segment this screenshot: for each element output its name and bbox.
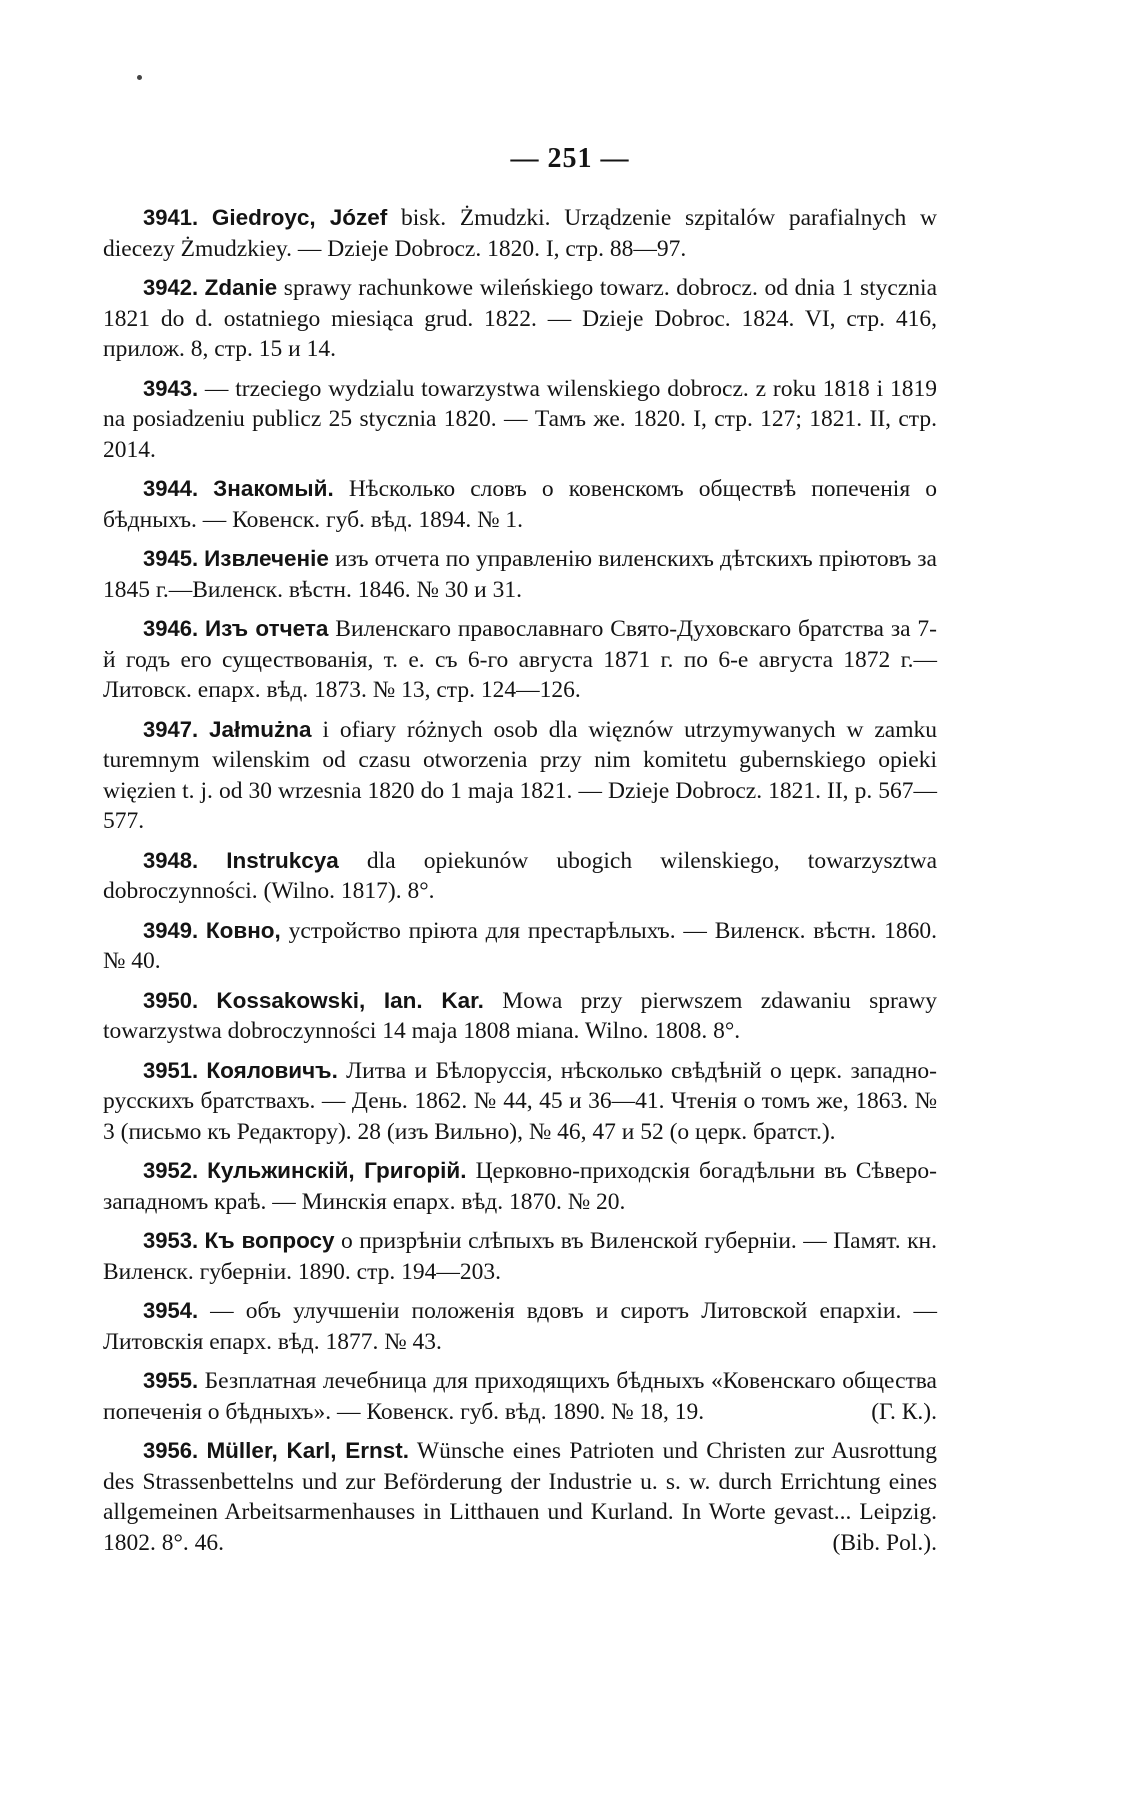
entry-number: 3954. — [143, 1298, 199, 1323]
entry-number: 3953. — [143, 1228, 199, 1253]
entry-number: 3941. — [143, 205, 199, 230]
entry-number: 3944. — [143, 476, 199, 501]
entry-text: i ofiary różnych osob dla więznów utrzymywanych w zamku turemnym wilenskim od czasu otworzenia przy nim komitetu gubernskiego opieki więzien t. j. od 30 wrzesnia 1820 do 1 maja 1821. — Dzieje Dobrocz. 1821. II, p. 567—577. — [103, 716, 937, 834]
entry-number: 3943. — [143, 375, 199, 401]
entry-number: 3949. — [143, 917, 199, 943]
entry-text: Wünsche eines Patrioten und Christen zur Ausrottung des Strassenbettelns und zur Beförderung der Industrie u. s. w. durch Errichtung eines allgemeinen Arbeitsarmenhauses in Litthauen und Kurland. In Worte gevast... Leipzig. 1802. 8°. 46. — [103, 1438, 938, 1556]
entry-3941 — [103, 203, 937, 264]
entry-3955 — [103, 1366, 937, 1427]
entry-number: 3947. — [143, 716, 199, 742]
entry-3951 — [103, 1056, 937, 1148]
entry-text: изъ отчета по управленію виленскихъ дѣтскихъ пріютовъ за 1845 г.—Виленск. вѣстн. 1846. № 30 и 31. — [103, 546, 937, 603]
entry-text: — trzeciego wydzialu towarzystwa wilenskiego dobrocz. z roku 1818 i 1819 na posiadzeniu publicz 25 stycznia 1820. — Тамъ же. 1820. I, стр. 127; 1821. II, стр. 2014. — [103, 375, 937, 463]
entry-3946 — [103, 614, 937, 706]
entry-text: Mowa przy pierwszem zdawaniu sprawy towarzystwa dobroczynności 14 maja 1808 miana. Wilno. 1808. 8°. — [103, 987, 937, 1044]
entry-text: Безплатная лечебница для приходящихъ бѣдныхъ «Ковенскаго общества попеченія о бѣдныхъ». — Ковенск. губ. вѣд. 1890. № 18, 19. — [103, 1368, 937, 1425]
entry-number: 3946. — [143, 616, 199, 641]
entry-text: — объ улучшеніи положенія вдовъ и сиротъ Литовской епархіи. — Литовскія епарх. вѣд. 1877. № 43. — [103, 1298, 937, 1355]
entry-text: Церковно-приходскія богадѣльни въ Сѣверо-западномъ краѣ. — Минскія епарх. вѣд. 1870. № 20. — [103, 1158, 937, 1215]
entry-heading: Zdanie — [204, 275, 278, 300]
entry-number: 3956. — [143, 1438, 199, 1463]
bibliography-entries — [103, 203, 937, 1567]
entry-heading: Знакомый. — [213, 476, 334, 501]
entry-heading: Giedroyc, Józef — [211, 205, 388, 230]
entry-text: sprawy rachunkowe wileńskiego towarz. dobrocz. od dnia 1 stycznia 1821 do d. ostatniego miesiąca grud. 1822. — Dzieje Dobroc. 1824. VI, стр. 416, прилож. 8, стр. 15 и 14. — [103, 275, 937, 362]
entry-text: Нѣсколько словъ о ковенскомъ обществѣ попеченія о бѣдныхъ. — Ковенск. губ. вѣд. 1894. № 1. — [103, 476, 937, 533]
entry-3944 — [103, 474, 937, 535]
entry-heading: Ковно, — [205, 917, 281, 943]
entry-heading: Kossakowski, Ian. Kar. — [216, 987, 484, 1013]
entry-heading: Jałmużna — [208, 716, 312, 742]
entry-number: 3948. — [143, 847, 199, 873]
entry-heading: Изъ отчета — [204, 616, 329, 641]
entry-signature: (Г. К.). — [871, 1398, 937, 1425]
entry-text: dla opiekunów ubogich wilenskiego, towarzysztwa dobroczynności. (Wilno. 1817). 8°. — [103, 847, 938, 904]
entry-3954 — [103, 1296, 937, 1357]
entry-number: 3955. — [143, 1368, 199, 1393]
print-speck — [137, 75, 142, 80]
entry-3943 — [103, 374, 937, 466]
entry-text: Литва и Бѣлоруссія, нѣсколько свѣдѣній о церк. западно-русскихъ братствахъ. — День. 1862. № 44, 45 и 36—41. Чтенія о томъ же, 1863. № 3 (письмо къ Редактору). 28 (изъ Вильно), № 46, 47 и 52 (о церк. братст.). — [103, 1057, 938, 1145]
entry-signature: (Bib. Pol.). — [832, 1529, 937, 1556]
entry-text: устройство пріюта для престарѣлыхъ. — Виленск. вѣстн. 1860. № 40. — [103, 917, 938, 974]
entry-text: о призрѣніи слѣпыхъ въ Виленской губерніи. — Памят. кн. Виленск. губерніи. 1890. стр. 194—203. — [103, 1228, 937, 1285]
page-number: — 251 — — [510, 143, 630, 174]
entry-3942 — [103, 273, 937, 365]
entry-number: 3951. — [143, 1057, 199, 1083]
entry-3956 — [103, 1436, 937, 1558]
entry-3947 — [103, 715, 937, 837]
entry-heading: Извлеченіе — [204, 546, 329, 571]
entry-3953 — [103, 1226, 937, 1287]
entry-heading: Кульжинскій, Григорій. — [207, 1158, 467, 1183]
entry-3950 — [103, 986, 937, 1047]
entry-heading: Instrukcya — [226, 847, 339, 873]
entry-text: bisk. Żmudzki. Urządzenie szpitalów parafialnych w diecezy Żmudzkiey. — Dzieje Dobrocz. 1820. I, стр. 88—97. — [103, 205, 938, 262]
entry-3949 — [103, 916, 937, 977]
entry-number: 3952. — [143, 1158, 199, 1183]
entry-heading: Müller, Karl, Ernst. — [206, 1438, 409, 1463]
entry-3945 — [103, 544, 937, 605]
entry-number: 3950. — [143, 987, 199, 1013]
entry-heading: Къ вопросу — [204, 1228, 335, 1253]
entry-number: 3942. — [143, 275, 199, 300]
entry-heading: Кояловичъ. — [206, 1057, 338, 1083]
entry-number: 3945. — [143, 546, 199, 571]
entry-text: Виленскаго православнаго Свято-Духовскаго братства за 7-й годъ его существованія, т. е. съ 6-го августа 1871 г. по 6-е августа 1872 г.—Литовск. епарх. вѣд. 1873. № 13, стр. 124—126. — [103, 616, 938, 703]
entry-3952 — [103, 1156, 937, 1217]
entry-3948 — [103, 846, 937, 907]
